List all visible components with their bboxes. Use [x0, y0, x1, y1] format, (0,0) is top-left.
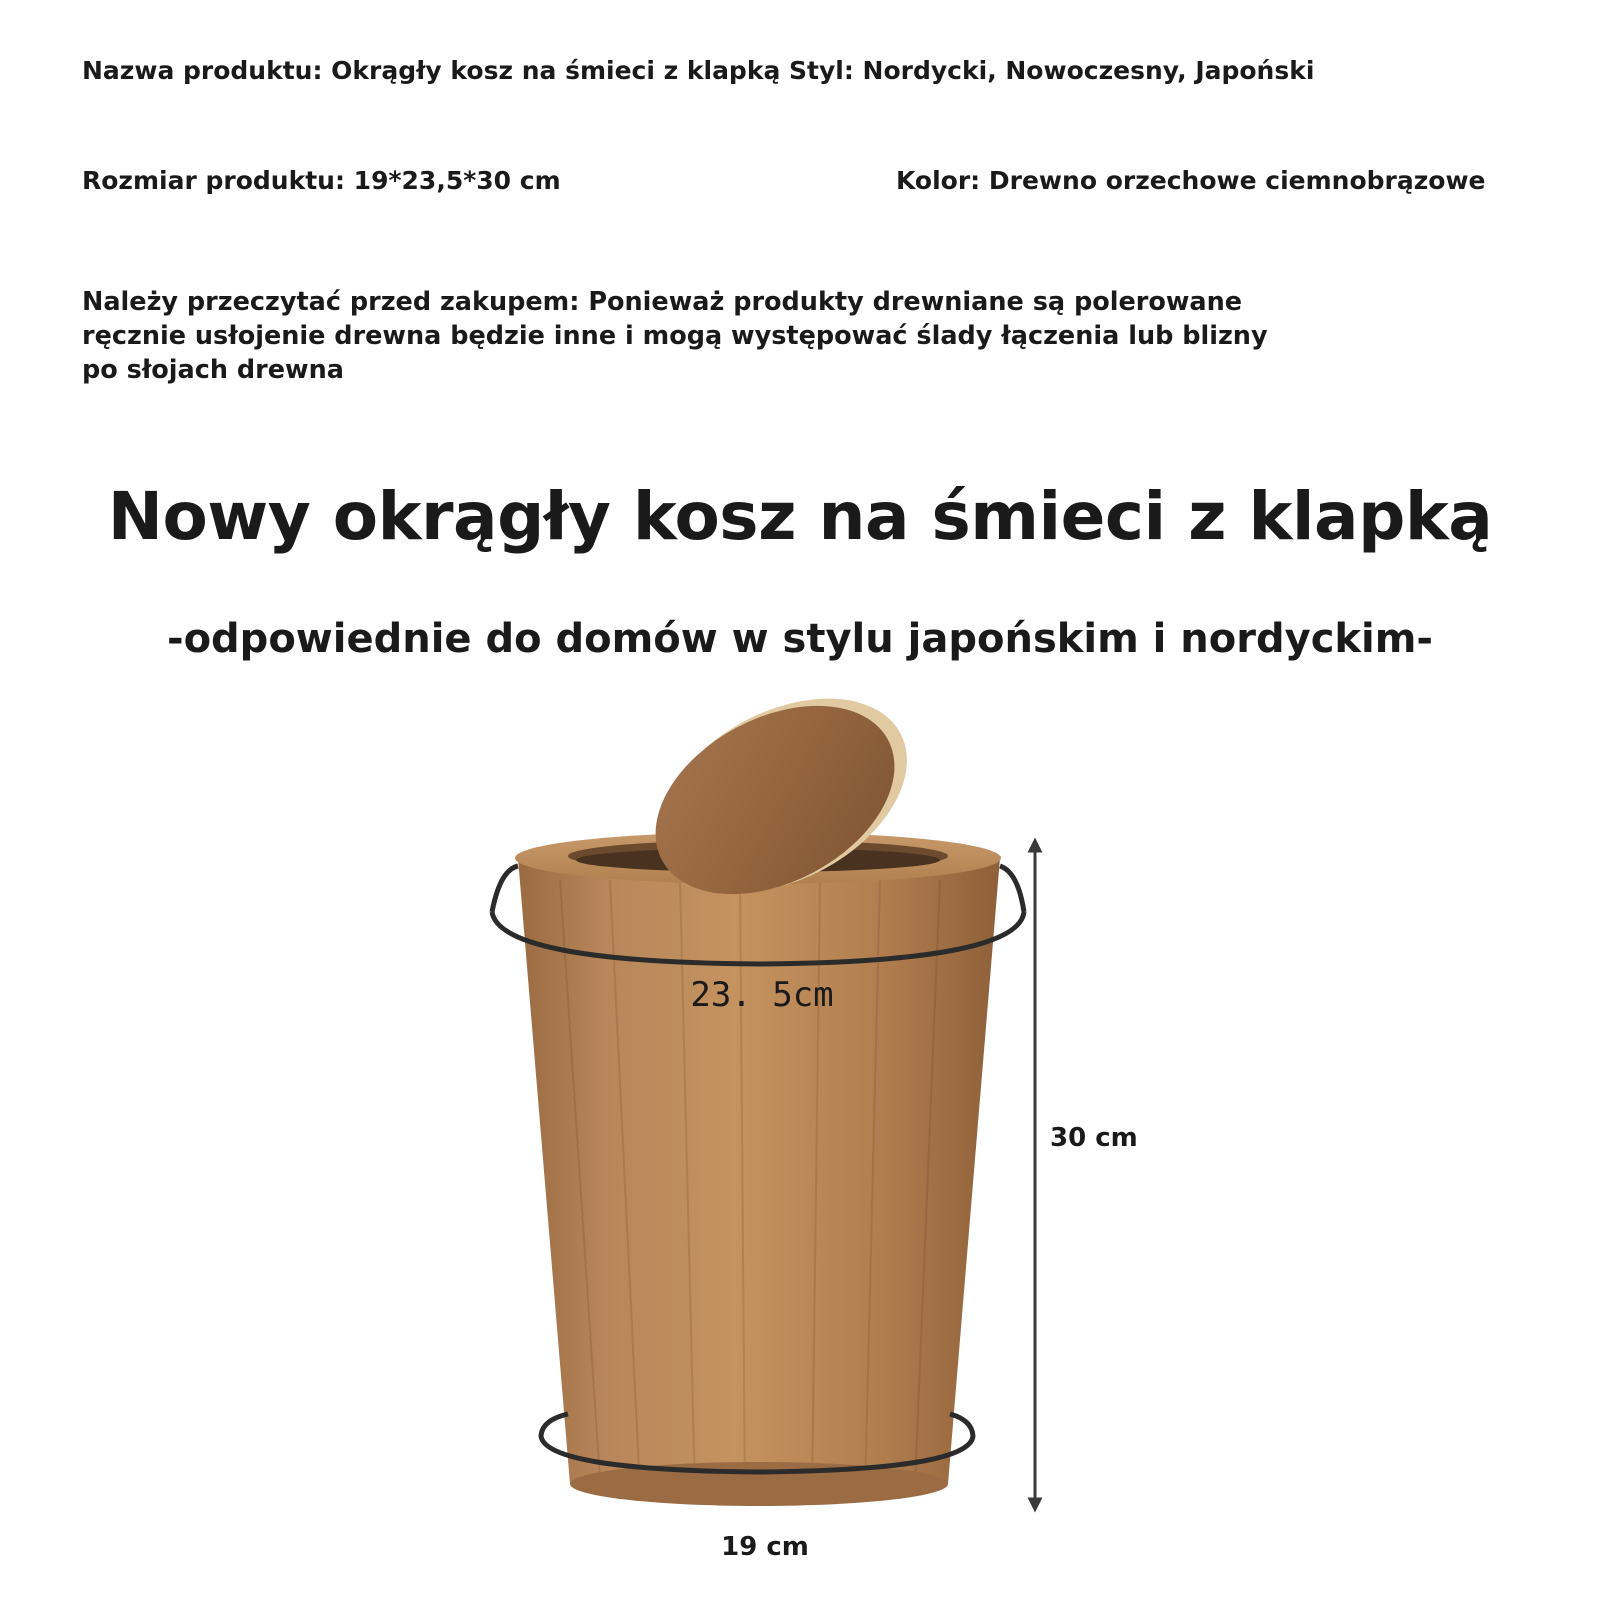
purchase-notice-line: Należy przeczytać przed zakupem: Ponieważ produkty drewniane są polerowane	[82, 287, 1243, 317]
height-label: 30 cm	[1050, 1123, 1138, 1153]
bin-base	[570, 1462, 948, 1506]
width-label: 19 cm	[721, 1532, 809, 1562]
product-name-spec: Nazwa produktu: Okrągły kosz na śmieci z klapką Styl: Nordycki, Nowoczesny, Japoński	[82, 56, 1315, 85]
subheadline: -odpowiednie do domów w stylu japońskim i nordyckim-	[166, 616, 1434, 662]
circumference-label: 23. 5cm	[690, 975, 834, 1015]
product-size-spec: Rozmiar produktu: 19*23,5*30 cm	[82, 166, 561, 195]
purchase-notice-line: ręcznie usłojenie drewna będzie inne i mogą występować ślady łączenia lub blizny	[82, 321, 1268, 351]
purchase-notice-line: po słojach drewna	[82, 355, 344, 385]
headline: Nowy okrągły kosz na śmieci z klapką	[107, 478, 1493, 555]
product-color-spec: Kolor: Drewno orzechowe ciemnobrązowe	[896, 166, 1486, 195]
